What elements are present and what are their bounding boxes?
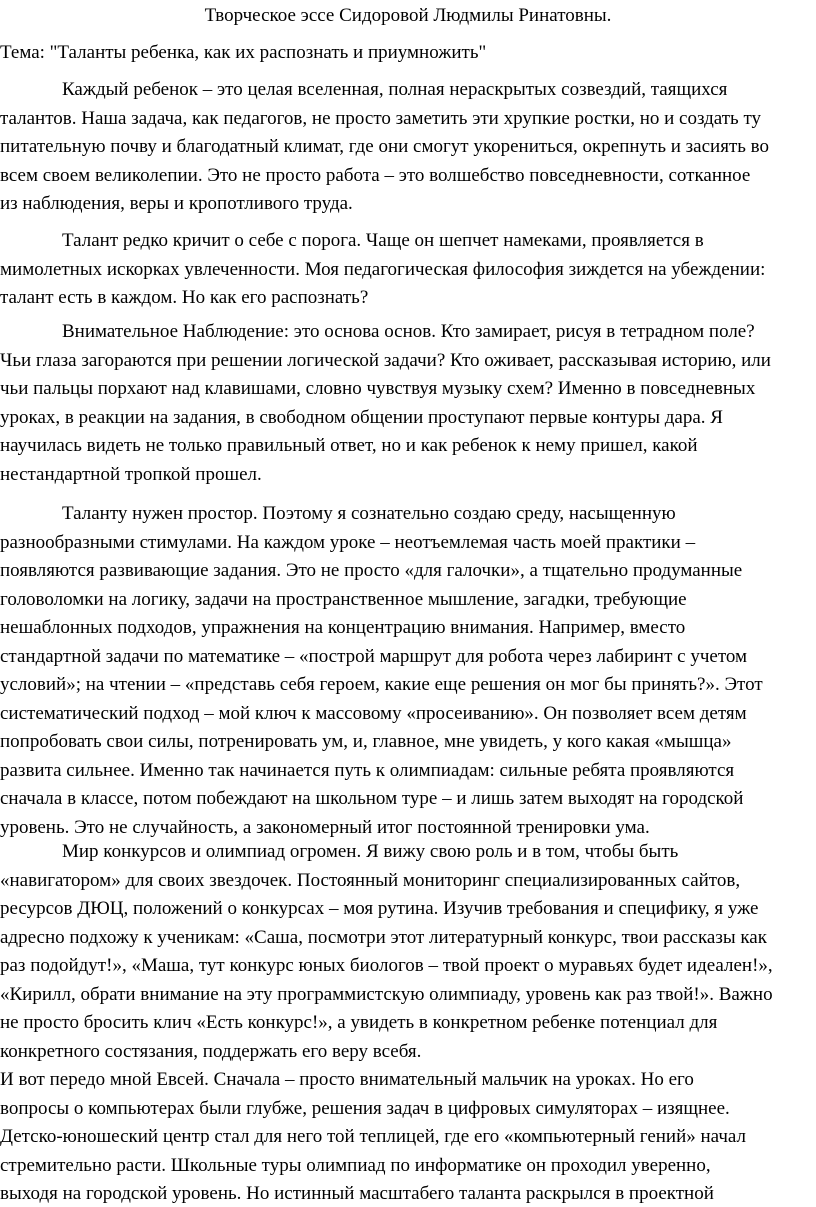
paragraph-3 bbox=[0, 318, 816, 489]
paragraph-6 bbox=[0, 1066, 816, 1207]
text-line: адресно подхожу к ученикам: «Саша, посмотри этот литературный конкурс, твои рассказы как bbox=[0, 926, 767, 948]
text-line: раз подойдут!», «Маша, тут конкурс юных биологов – твой проект о муравьях будет идеален!», bbox=[0, 955, 773, 976]
text-line: Чьи глаза загораются при решении логической задачи? Кто оживает, рассказывая историю, или bbox=[0, 349, 771, 371]
text-line: стандартной задачи по математике – «построй маршрут для робота через лабиринт с учетом bbox=[0, 645, 748, 667]
text-line: талант есть в каждом. Но как его распознать? bbox=[0, 287, 369, 308]
text-line: стремительно расти. Школьные туры олимпиад по информатике он проходил уверенно, bbox=[0, 1154, 711, 1176]
text-line: Талант редко кричит о себе с порога. Чаще он шепчет намеками, проявляется в bbox=[62, 230, 704, 251]
paragraph-2 bbox=[0, 227, 816, 313]
text-line: «Кирилл, обрати внимание на эту программистскую олимпиаду, уровень как раз твой!». Важно bbox=[0, 983, 773, 1005]
paragraph-4 bbox=[0, 500, 816, 842]
text-line: не просто бросить клич «Есть конкурс!», а увидеть в конкретном ребенке потенциал для bbox=[0, 1012, 718, 1033]
text-line: выходя на городской уровень. Но истинный масштабего таланта раскрылся в проектной bbox=[0, 1183, 714, 1204]
text-line: развита сильнее. Именно так начинается путь к олимпиадам: сильные ребята проявляются bbox=[0, 759, 735, 781]
text-line: нешаблонных подходов, упражнения на концентрацию внимания. Например, вместо bbox=[0, 617, 686, 638]
text-line: научилась видеть не только правильный ответ, но и как ребенок к нему пришел, какой bbox=[0, 435, 698, 456]
text-line: Таланту нужен простор. Поэтому я сознательно создаю среду, насыщенную bbox=[62, 503, 676, 524]
text-line: ресурсов ДЮЦ, положений о конкурсах – моя рутина. Изучив требования и специфику, я уже bbox=[0, 898, 759, 919]
text-line: Мир конкурсов и олимпиад огромен. Я вижу свою роль и в том, чтобы быть bbox=[62, 841, 679, 862]
text-line: Детско-юношеский центр стал для него той теплицей, где его «компьютерный гений» начал bbox=[0, 1126, 746, 1147]
paragraph-1 bbox=[0, 76, 816, 219]
text-line: вопросы о компьютерах были глубже, решения задач в цифровых симуляторах – изящнее. bbox=[0, 1097, 730, 1119]
text-line: уроках, в реакции на задания, в свободном общении проступают первые контуры дара. Я bbox=[0, 406, 723, 428]
text-line: уровень. Это не случайность, а закономерный итог постоянной тренировки ума. bbox=[0, 816, 650, 838]
text-line: нестандартной тропкой прошел. bbox=[0, 463, 262, 485]
text-line: «навигатором» для своих звездочек. Постоянный мониторинг специализированных сайтов, bbox=[0, 869, 741, 891]
text-line: мимолетных искорках увлеченности. Моя педагогическая философия зиждется на убеждении: bbox=[0, 258, 766, 280]
text-line: попробовать свои силы, потренировать ум, и, главное, мне увидеть, у кого какая «мышца» bbox=[0, 731, 732, 752]
text-line: разнообразными стимулами. На каждом уроке – неотъемлемая часть моей практики – bbox=[0, 531, 696, 553]
text-line: питательную почву и благодатный климат, где они смогут укорениться, окрепнуть и засиять во bbox=[0, 136, 769, 157]
text-line: И вот передо мной Евсей. Сначала – просто внимательный мальчик на уроках. Но его bbox=[0, 1069, 694, 1090]
text-line: всем своем великолепии. Это не просто работа – это волшебство повседневности, сотканное bbox=[0, 164, 751, 186]
text-line: сначала в классе, потом побеждают на школьном туре – и лишь затем выходят на городской bbox=[0, 788, 744, 809]
paragraph-5 bbox=[0, 838, 816, 1066]
text-line: из наблюдения, веры и кропотливого труда. bbox=[0, 193, 353, 214]
text-line: головоломки на логику, задачи на пространственное мышление, загадки, требующие bbox=[0, 588, 687, 610]
text-line: систематический подход – мой ключ к массовому «просеиванию». Он позволяет всем детям bbox=[0, 702, 747, 724]
text-line: Каждый ребенок – это целая вселенная, полная нераскрытых созвездий, таящихся bbox=[62, 79, 728, 100]
text-line: талантов. Наша задача, как педагогов, не просто заметить эти хрупкие ростки, но и создать ту bbox=[0, 107, 762, 129]
essay-topic: Тема: "Таланты ребенка, как их распознать и приумножить" bbox=[0, 42, 487, 63]
text-line: чьи пальцы порхают над клавишами, словно чувствуя музыку схем? Именно в повседневных bbox=[0, 378, 756, 399]
text-line: Внимательное Наблюдение: это основа основ. Кто замирает, рисуя в тетрадном поле? bbox=[62, 321, 755, 342]
text-line: появляются развивающие задания. Это не просто «для галочки», а тщательно продуманные bbox=[0, 560, 743, 581]
essay-title: Творческое эссе Сидоровой Людмилы Ринатовны. bbox=[204, 5, 612, 26]
text-line: условий»; на чтении – «представь себя героем, какие еще решения он мог бы принять?». Этот bbox=[0, 674, 763, 695]
text-line: конкретного состязания, поддержать его веру всебя. bbox=[0, 1040, 422, 1062]
